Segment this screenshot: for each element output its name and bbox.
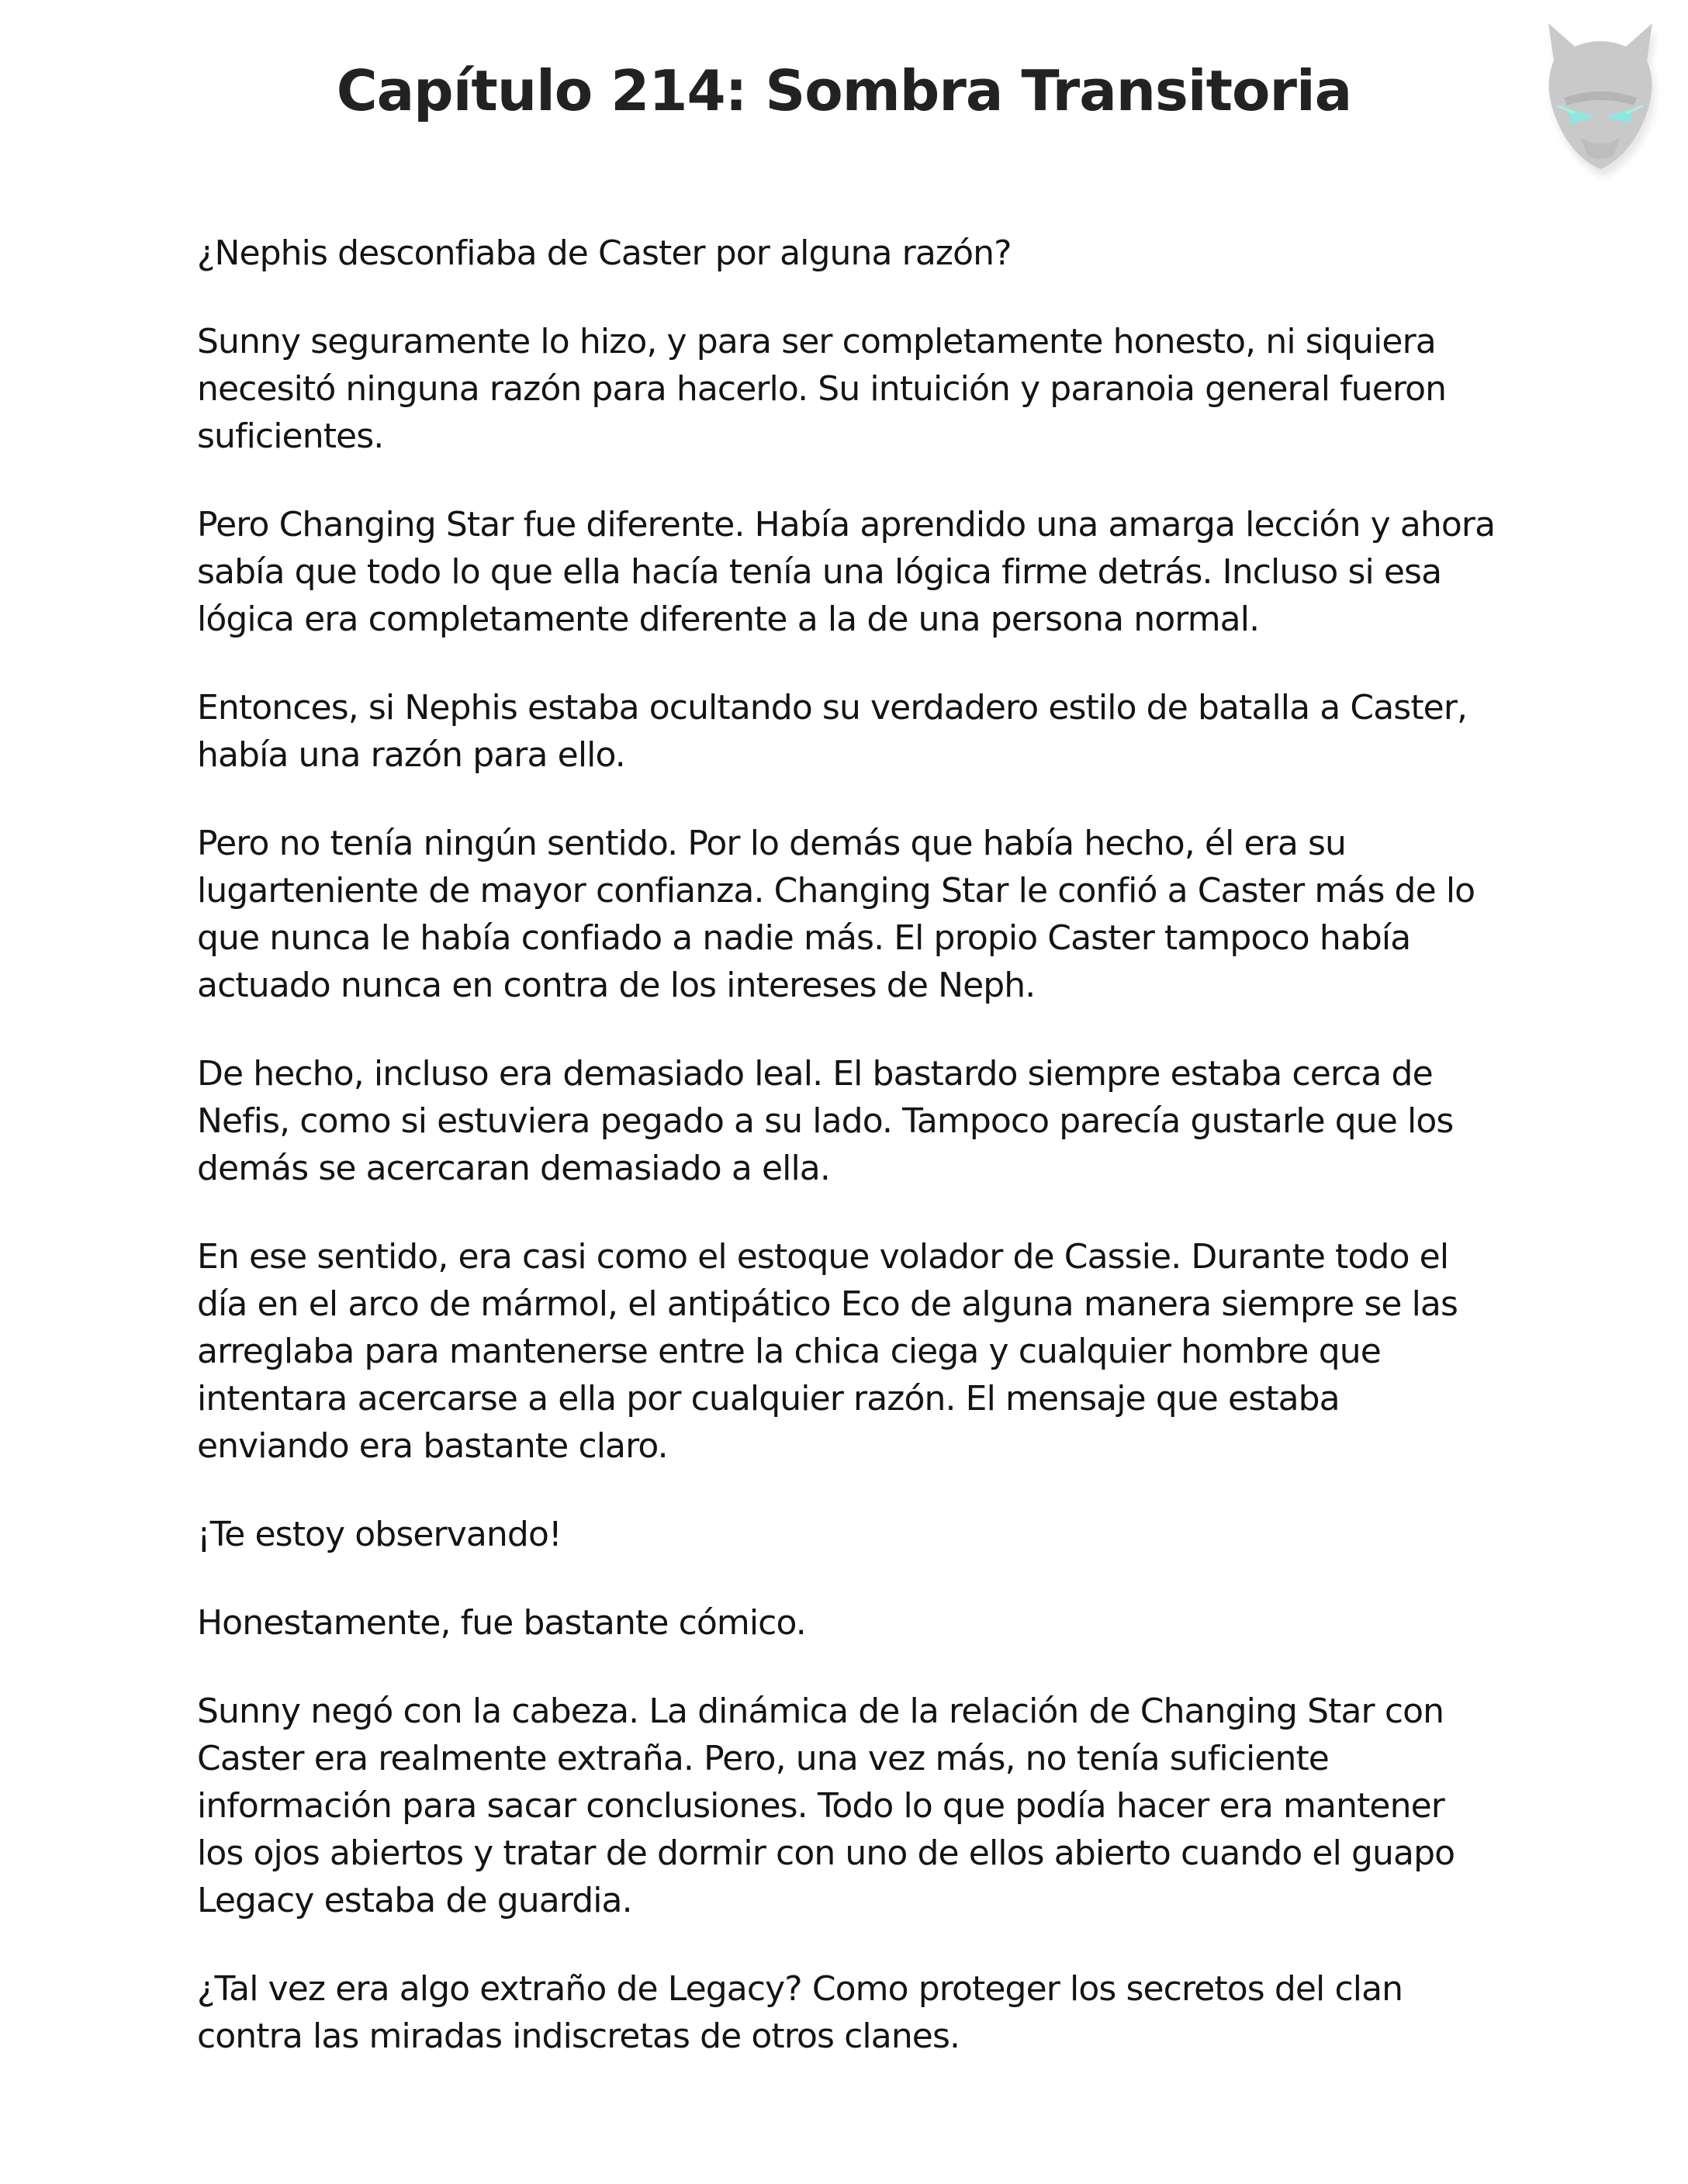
paragraph: ¡Te estoy observando!: [197, 1515, 562, 1554]
paragraph: Pero no tenía ningún sentido. Por lo demás que había hecho, él era su lugarteniente de mayor confianza. Changing Star le confió a Caster más de lo que nunca le había confiado a nadie más. El propio Caster tampoco había actuado nunca en contra de los intereses de Neph.: [197, 824, 1475, 1005]
paragraph: ¿Tal vez era algo extraño de Legacy? Como proteger los secretos del clan contra las miradas indiscretas de otros clanes.: [197, 1969, 1403, 2056]
chapter-title: Capítulo 214: Sombra Transitoria: [336, 58, 1352, 123]
demon-head-logo-icon: [1527, 14, 1674, 188]
chapter-body: [197, 230, 1500, 2101]
paragraph: De hecho, incluso era demasiado leal. El bastardo siempre estaba cerca de Nefis, como si estuviera pegado a su lado. Tampoco parecía gustarle que los demás se acercaran demasiado a ella.: [197, 1054, 1454, 1188]
paragraph: ¿Nephis desconfiaba de Caster por alguna razón?: [197, 233, 1012, 273]
paragraph: Honestamente, fue bastante cómico.: [197, 1603, 806, 1643]
paragraph: En ese sentido, era casi como el estoque volador de Cassie. Durante todo el día en el arco de mármol, el antipático Eco de alguna manera siempre se las arreglaba para mantenerse entre la chica ciega y cualquier hombre que intentara acercarse a ella por cualquier razón. El mensaje que estaba enviando era bastante claro.: [197, 1237, 1458, 1466]
paragraph: Sunny negó con la cabeza. La dinámica de la relación de Changing Star con Caster era realmente extraña. Pero, una vez más, no tenía suficiente información para sacar conclusiones. Todo lo que podía hacer era mantener los ojos abiertos y tratar de dormir con uno de ellos abierto cuando el guapo Legacy estaba de guardia.: [197, 1692, 1455, 1920]
paragraph: Sunny seguramente lo hizo, y para ser completamente honesto, ni siquiera necesitó ninguna razón para hacerlo. Su intuición y paranoia general fueron suficientes.: [197, 322, 1447, 456]
paragraph: Pero Changing Star fue diferente. Había aprendido una amarga lección y ahora sabía que todo lo que ella hacía tenía una lógica firme detrás. Incluso si esa lógica era completamente diferente a la de una persona normal.: [197, 505, 1496, 639]
paragraph: Entonces, si Nephis estaba ocultando su verdadero estilo de batalla a Caster, había una razón para ello.: [197, 688, 1468, 775]
